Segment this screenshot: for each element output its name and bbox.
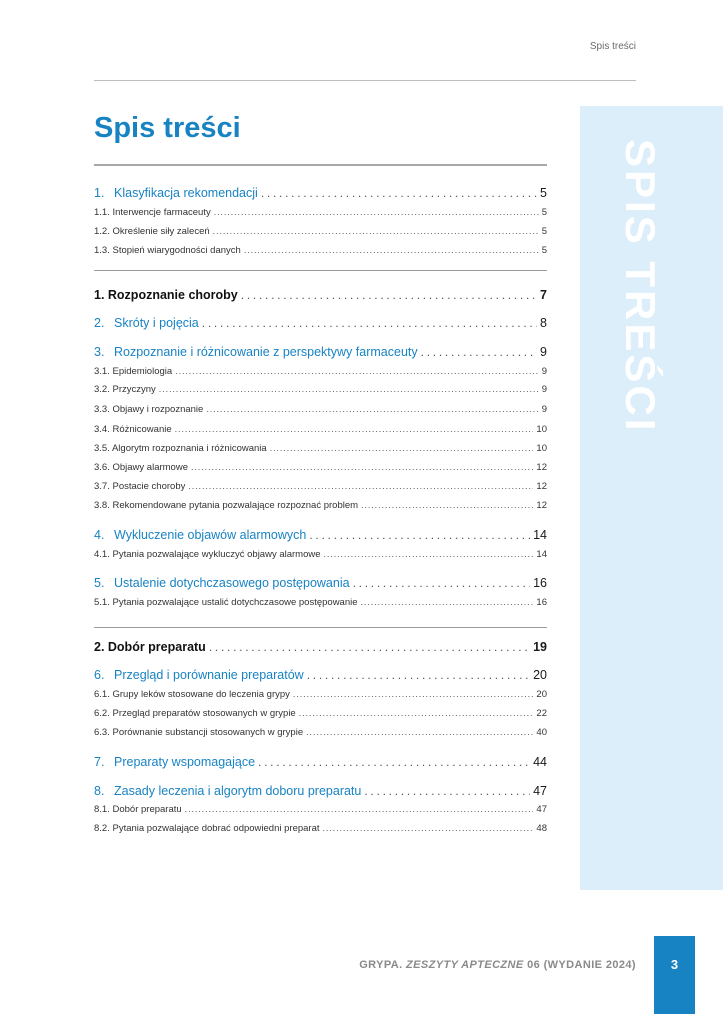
toc-subentry[interactable] [94, 823, 547, 834]
toc-subentry[interactable] [94, 462, 547, 473]
toc-entry-label [94, 345, 418, 359]
toc-page-number: 12 [536, 481, 547, 492]
toc-entry-number: 3. [94, 345, 105, 359]
dot-leader [185, 804, 534, 814]
toc-entry-label: 3.3. Objawy i rozpoznanie [94, 404, 204, 415]
toc-page-number: 10 [536, 424, 547, 435]
toc-entry-label: 2. Dobór preparatu [94, 640, 206, 654]
toc-page-number: 40 [536, 727, 547, 738]
toc-entry-label [94, 576, 350, 590]
toc-entry-label: 5.1. Pytania pozwalające ustalić dotychczasowe postępowanie [94, 597, 358, 608]
toc-subentry[interactable] [94, 549, 547, 560]
dot-leader [323, 823, 534, 833]
toc-entry-label: 6.3. Porównanie substancji stosowanych w grypie [94, 727, 304, 738]
toc-page-number: 5 [541, 207, 547, 218]
toc-entry-text: Preparaty wspomagające [114, 755, 256, 769]
toc-entry-text: Ustalenie dotychczasowego postępowania [114, 576, 350, 590]
toc-entry-label [94, 668, 304, 682]
dot-leader [159, 384, 539, 394]
toc-part-entry[interactable] [94, 640, 547, 654]
dot-leader [214, 207, 539, 217]
toc-subentry[interactable] [94, 597, 547, 608]
toc-entry-label: 3.7. Postacie choroby [94, 481, 186, 492]
toc-subentry[interactable] [94, 404, 547, 415]
toc-subentry[interactable] [94, 708, 547, 719]
toc-subentry[interactable] [94, 366, 547, 377]
toc-entry-label: 8.2. Pytania pozwalające dobrać odpowiedni preparat [94, 823, 320, 834]
toc-entry-label: 8.1. Dobór preparatu [94, 804, 182, 815]
toc-page-number: 12 [536, 500, 547, 511]
footer-publication [359, 959, 636, 971]
toc-entry-label: 6.2. Przegląd preparatów stosowanych w grypie [94, 708, 296, 719]
toc-page-number: 9 [541, 404, 547, 415]
toc-subentry[interactable] [94, 481, 547, 492]
toc-page-number: 22 [536, 708, 547, 719]
footer-suffix: 06 (WYDANIE 2024) [523, 959, 636, 971]
toc-page-number: 9 [540, 345, 547, 359]
toc-subentry[interactable] [94, 424, 547, 435]
dot-leader [361, 597, 534, 607]
dot-leader [213, 226, 539, 236]
toc-entry-label: 3.8. Rekomendowane pytania pozwalające rozpoznać problem [94, 500, 359, 511]
dot-leader [293, 689, 534, 699]
toc-entry-text: Zasady leczenia i algorytm doboru preparatu [114, 784, 362, 798]
toc-chapter-entry[interactable] [94, 186, 547, 200]
toc-entry-label: 3.5. Algorytm rozpoznania i różnicowania [94, 443, 267, 454]
dot-leader [258, 755, 530, 769]
toc-entry-label [94, 316, 199, 330]
toc-page-number: 12 [536, 462, 547, 473]
dot-leader [307, 668, 530, 682]
toc-chapter-entry[interactable] [94, 345, 547, 359]
toc-entry-label: 4.1. Pytania pozwalające wykluczyć objawy alarmowe [94, 549, 321, 560]
toc-entry-number: 7. [94, 755, 105, 769]
dot-leader [261, 186, 537, 200]
toc-part-entry[interactable] [94, 288, 547, 302]
toc-page-number: 9 [541, 384, 547, 395]
dot-leader [306, 727, 533, 737]
section-separator [94, 627, 547, 628]
dot-leader [324, 549, 534, 559]
section-separator [94, 270, 547, 271]
toc-subentry[interactable] [94, 245, 547, 256]
toc-chapter-entry[interactable] [94, 316, 547, 330]
toc-page-number: 10 [536, 443, 547, 454]
toc-subentry[interactable] [94, 443, 547, 454]
page-number-box [654, 936, 695, 1014]
toc-page-number: 19 [533, 640, 547, 654]
dot-leader [209, 640, 530, 654]
dot-leader [421, 345, 537, 359]
toc-chapter-entry[interactable] [94, 755, 547, 769]
toc-entry-number: 6. [94, 668, 105, 682]
dot-leader [361, 500, 533, 510]
toc-subentry[interactable] [94, 226, 547, 237]
dot-leader [175, 366, 539, 376]
dot-leader [202, 316, 537, 330]
toc-entry-number: 5. [94, 576, 105, 590]
toc-entry-label: 3.6. Objawy alarmowe [94, 462, 188, 473]
dot-leader [299, 708, 534, 718]
toc-page-number: 48 [536, 823, 547, 834]
side-vertical-title-text: SPIS TREŚCI [617, 139, 664, 434]
dot-leader [206, 404, 538, 414]
toc-chapter-entry[interactable] [94, 528, 547, 542]
toc-page-number: 20 [536, 689, 547, 700]
toc-page-number: 5 [541, 226, 547, 237]
toc-entry-label [94, 784, 361, 798]
toc-entry-label: 6.1. Grupy leków stosowane do leczenia grypy [94, 689, 290, 700]
toc-subentry[interactable] [94, 500, 547, 511]
footer-series: ZESZYTY APTECZNE [406, 959, 524, 971]
toc-page-number: 47 [533, 784, 547, 798]
dot-leader [241, 288, 537, 302]
dot-leader [175, 424, 534, 434]
dot-leader [309, 528, 530, 542]
title-rule [94, 164, 547, 166]
toc-page-number: 16 [533, 576, 547, 590]
toc-subentry[interactable] [94, 207, 547, 218]
page-title: Spis treści [94, 112, 241, 144]
dot-leader [353, 576, 531, 590]
toc-page-number: 5 [541, 245, 547, 256]
toc-page-number: 14 [533, 528, 547, 542]
toc-page-number: 47 [536, 804, 547, 815]
toc-entry-number: 1. [94, 186, 105, 200]
dot-leader [188, 481, 533, 491]
toc-entry-text: Przegląd i porównanie preparatów [114, 668, 304, 682]
dot-leader [191, 462, 533, 472]
toc-entry-number: 8. [94, 784, 105, 798]
toc-entry-label: 3.4. Różnicowanie [94, 424, 172, 435]
toc-subentry[interactable] [94, 804, 547, 815]
toc-page-number: 9 [541, 366, 547, 377]
side-vertical-title [580, 139, 723, 539]
dot-leader [270, 443, 534, 453]
toc-subentry[interactable] [94, 689, 547, 700]
toc-entry-label: 3.2. Przyczyny [94, 384, 156, 395]
toc-page-number: 7 [540, 288, 547, 302]
toc-entry-text: Rozpoznanie i różnicowanie z perspektywy farmaceuty [114, 345, 418, 359]
toc-entry-label: 1.3. Stopień wiarygodności danych [94, 245, 241, 256]
toc-chapter-entry[interactable] [94, 784, 547, 798]
toc-page-number: 5 [540, 186, 547, 200]
toc-page-number: 16 [536, 597, 547, 608]
toc-entry-number: 4. [94, 528, 105, 542]
toc-page-number: 8 [540, 316, 547, 330]
toc-entry-label: 3.1. Epidemiologia [94, 366, 173, 377]
toc-subentry[interactable] [94, 727, 547, 738]
toc-entry-label: 1.2. Określenie siły zaleceń [94, 226, 210, 237]
toc-subentry[interactable] [94, 384, 547, 395]
toc-entry-label: 1. Rozpoznanie choroby [94, 288, 238, 302]
page-number: 3 [670, 957, 679, 972]
toc-page-number: 14 [536, 549, 547, 560]
toc-entry-label [94, 528, 306, 542]
running-head: Spis treści [589, 41, 636, 52]
toc-chapter-entry[interactable] [94, 668, 547, 682]
toc-entry-number: 2. [94, 316, 105, 330]
dot-leader [364, 784, 530, 798]
toc-page-number: 20 [533, 668, 547, 682]
toc-entry-text: Klasyfikacja rekomendacji [114, 186, 258, 200]
toc-entry-text: Skróty i pojęcia [114, 316, 199, 330]
toc-page-number: 44 [533, 755, 547, 769]
footer-prefix: GRYPA. [359, 959, 406, 971]
toc-entry-label [94, 755, 255, 769]
toc-entry-label [94, 186, 258, 200]
toc-entry-text: Wykluczenie objawów alarmowych [114, 528, 307, 542]
header-rule [94, 80, 636, 81]
dot-leader [244, 245, 539, 255]
toc-entry-label: 1.1. Interwencje farmaceuty [94, 207, 211, 218]
toc-chapter-entry[interactable] [94, 576, 547, 590]
